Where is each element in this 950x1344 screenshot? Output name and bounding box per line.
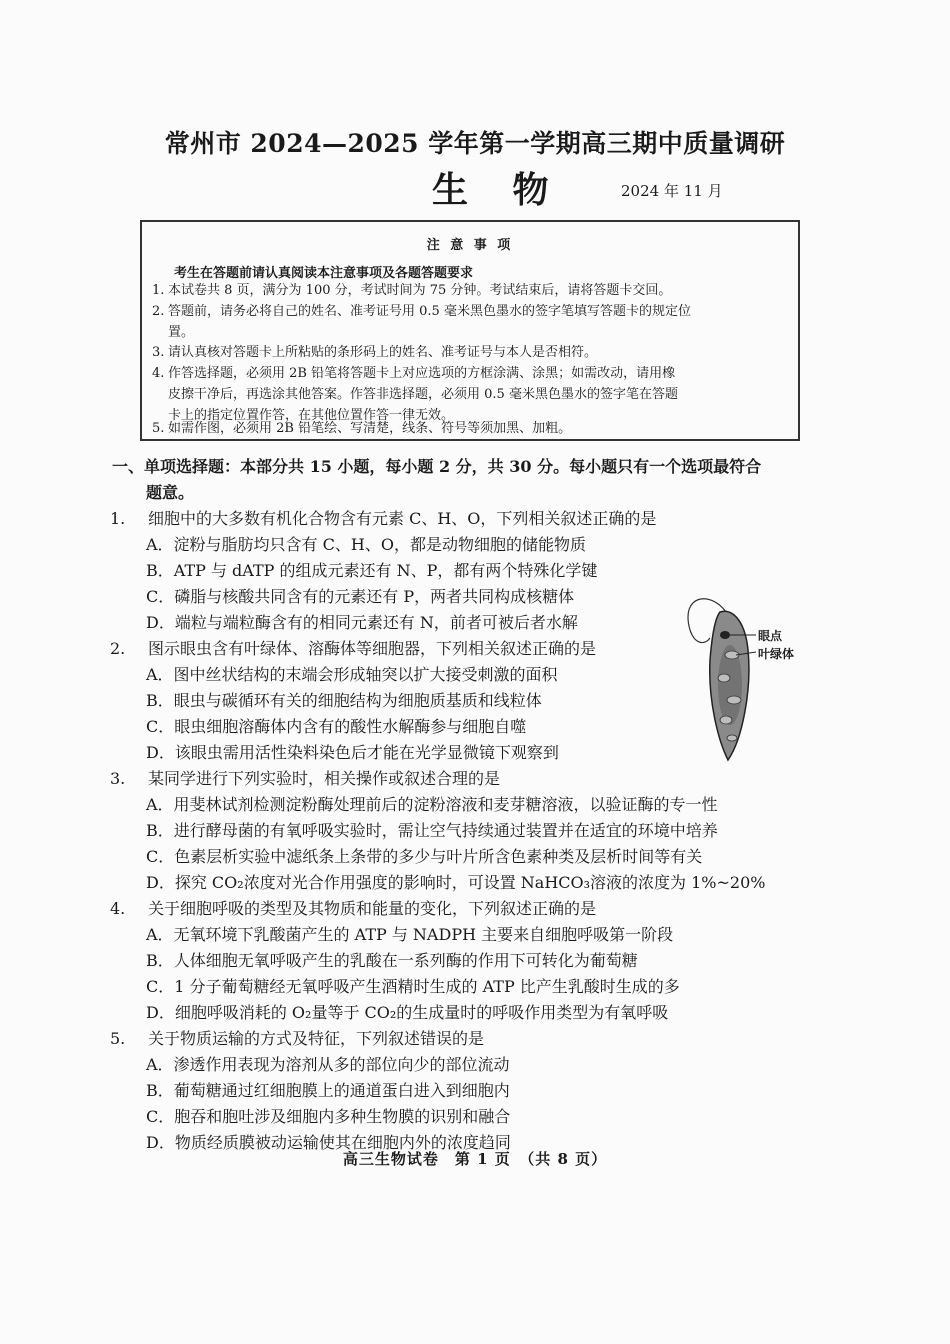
option: D．细胞呼吸消耗的 O₂量等于 CO₂的生成量时的呼吸作用类型为有氧呼吸	[146, 1003, 669, 1022]
notice-item-continuation: 卡上的指定位置作答，在其他位置作答一律无效。	[168, 408, 455, 423]
option: B．葡萄糖通过红细胞膜上的通道蛋白进入到细胞内	[146, 1081, 510, 1100]
question-text: 图示眼虫含有叶绿体、溶酶体等细胞器，下列相关叙述正确的是	[148, 639, 597, 658]
section-heading-line: 题意。	[146, 483, 195, 502]
notice-item-number: 1.	[152, 283, 165, 298]
option: C．胞吞和胞吐涉及细胞内多种生物膜的识别和融合	[146, 1107, 511, 1126]
notice-item-text: 本试卷共 8 页，满分为 100 分，考试时间为 75 分钟。考试结束后，请将答题卡交回。	[168, 283, 672, 298]
option: D．物质经质膜被动运输使其在细胞内外的浓度趋同	[146, 1133, 511, 1152]
question-number: 5.	[110, 1029, 126, 1048]
label-chloroplast: 叶绿体	[758, 647, 795, 661]
notice-item-number: 5.	[152, 421, 165, 436]
notice-item	[152, 301, 792, 343]
option: B．人体细胞无氧呼吸产生的乳酸在一系列酶的作用下可转化为葡萄糖	[146, 951, 638, 970]
label-eyespot: 眼点	[758, 629, 783, 643]
page-footer: 高三生物试卷 第 1 页 （共 8 页）	[342, 1150, 608, 1168]
notice-item	[152, 280, 792, 301]
question-stem	[110, 896, 596, 919]
question-text: 关于细胞呼吸的类型及其物质和能量的变化，下列叙述正确的是	[148, 899, 597, 918]
question-stem	[110, 506, 656, 529]
option: A．渗透作用表现为溶剂从多的部位向少的部位流动	[146, 1055, 510, 1074]
notice-item-text: 答题前，请务必将自己的姓名、准考证号用 0.5 毫米黑色墨水的签字笔填写答题卡的规定位	[168, 304, 691, 319]
option: C．色素层析实验中滤纸条上条带的多少与叶片所含色素种类及层析时间等有关	[146, 847, 703, 866]
notice-item-number: 3.	[152, 345, 165, 360]
exam-title: 常州市 2024—2025 学年第一学期高三期中质量调研	[164, 129, 786, 158]
section-heading-line: 一、单项选择题：本部分共 15 小题，每小题 2 分，共 30 分。每小题只有一个选项最符合	[112, 457, 762, 476]
notice-item-continuation: 皮擦干净后，再选涂其他答案。作答非选择题，必须用 0.5 毫米黑色墨水的签字笔在答题	[168, 387, 678, 402]
notice-item	[152, 342, 792, 363]
notice-item-number: 2.	[152, 304, 165, 319]
notice-item	[152, 418, 792, 439]
option: B．ATP 与 dATP 的组成元素还有 N、P，都有两个特殊化学键	[146, 561, 598, 580]
question-stem	[110, 636, 596, 659]
notice-box	[140, 220, 800, 441]
option: A．无氧环境下乳酸菌产生的 ATP 与 NADPH 主要来自细胞呼吸第一阶段	[146, 925, 674, 944]
option: B．进行酵母菌的有氧呼吸实验时，需让空气持续通过装置并在适宜的环境中培养	[146, 821, 718, 840]
subject-title: 生 物	[432, 169, 565, 211]
option: B．眼虫与碳循环有关的细胞结构为细胞质基质和线粒体	[146, 691, 542, 710]
question-number: 3.	[110, 769, 126, 788]
exam-date: 2024 年 11 月	[621, 182, 723, 200]
option: D．探究 CO₂浓度对光合作用强度的影响时，可设置 NaHCO₃溶液的浓度为 1%~20%	[146, 873, 766, 892]
section-heading	[112, 454, 832, 506]
question-text: 关于物质运输的方式及特征，下列叙述错误的是	[148, 1029, 485, 1048]
option: A．图中丝状结构的末端会形成轴突以扩大接受刺激的面积	[146, 665, 558, 684]
question-text: 某同学进行下列实验时，相关操作或叙述合理的是	[148, 769, 501, 788]
question-stem	[110, 1026, 484, 1049]
option: A．用斐林试剂检测淀粉酶处理前后的淀粉溶液和麦芽糖溶液，以验证酶的专一性	[146, 795, 718, 814]
notice-intro: 考生在答题前请认真阅读本注意事项及各题答题要求	[174, 266, 474, 281]
question-number: 2.	[110, 639, 126, 658]
notice-item-text: 如需作图，必须用 2B 铅笔绘、写清楚，线条、符号等须加黑、加粗。	[168, 421, 572, 436]
notice-title: 注 意 事 项	[426, 238, 514, 253]
option: C．1 分子葡萄糖经无氧呼吸产生酒精时生成的 ATP 比产生乳酸时生成的多	[146, 977, 680, 996]
option: D．该眼虫需用活性染料染色后才能在光学显微镜下观察到	[146, 743, 559, 762]
question-number: 1.	[110, 509, 126, 528]
notice-item-number: 4.	[152, 366, 165, 381]
notice-item-text: 作答选择题，必须用 2B 铅笔将答题卡上对应选项的方框涂满、涂黑；如需改动，请用橡	[168, 366, 676, 381]
notice-item-continuation: 置。	[168, 325, 195, 340]
question-number: 4.	[110, 899, 126, 918]
option: D．端粒与端粒酶含有的相同元素还有 N，前者可被后者水解	[146, 613, 578, 632]
option: C．眼虫细胞溶酶体内含有的酸性水解酶参与细胞自噬	[146, 717, 527, 736]
notice-item-text: 请认真核对答题卡上所粘贴的条形码上的姓名、准考证号与本人是否相符。	[168, 345, 598, 360]
question-text: 细胞中的大多数有机化合物含有元素 C、H、O，下列相关叙述正确的是	[148, 509, 657, 528]
euglena-figure	[670, 590, 820, 770]
notice-item	[152, 363, 792, 426]
option: A．淀粉与脂肪均只含有 C、H、O，都是动物细胞的储能物质	[146, 535, 586, 554]
option: C．磷脂与核酸共同含有的元素还有 P，两者共同构成核糖体	[146, 587, 575, 606]
euglena-illustration	[670, 590, 820, 770]
question-stem	[110, 766, 500, 789]
